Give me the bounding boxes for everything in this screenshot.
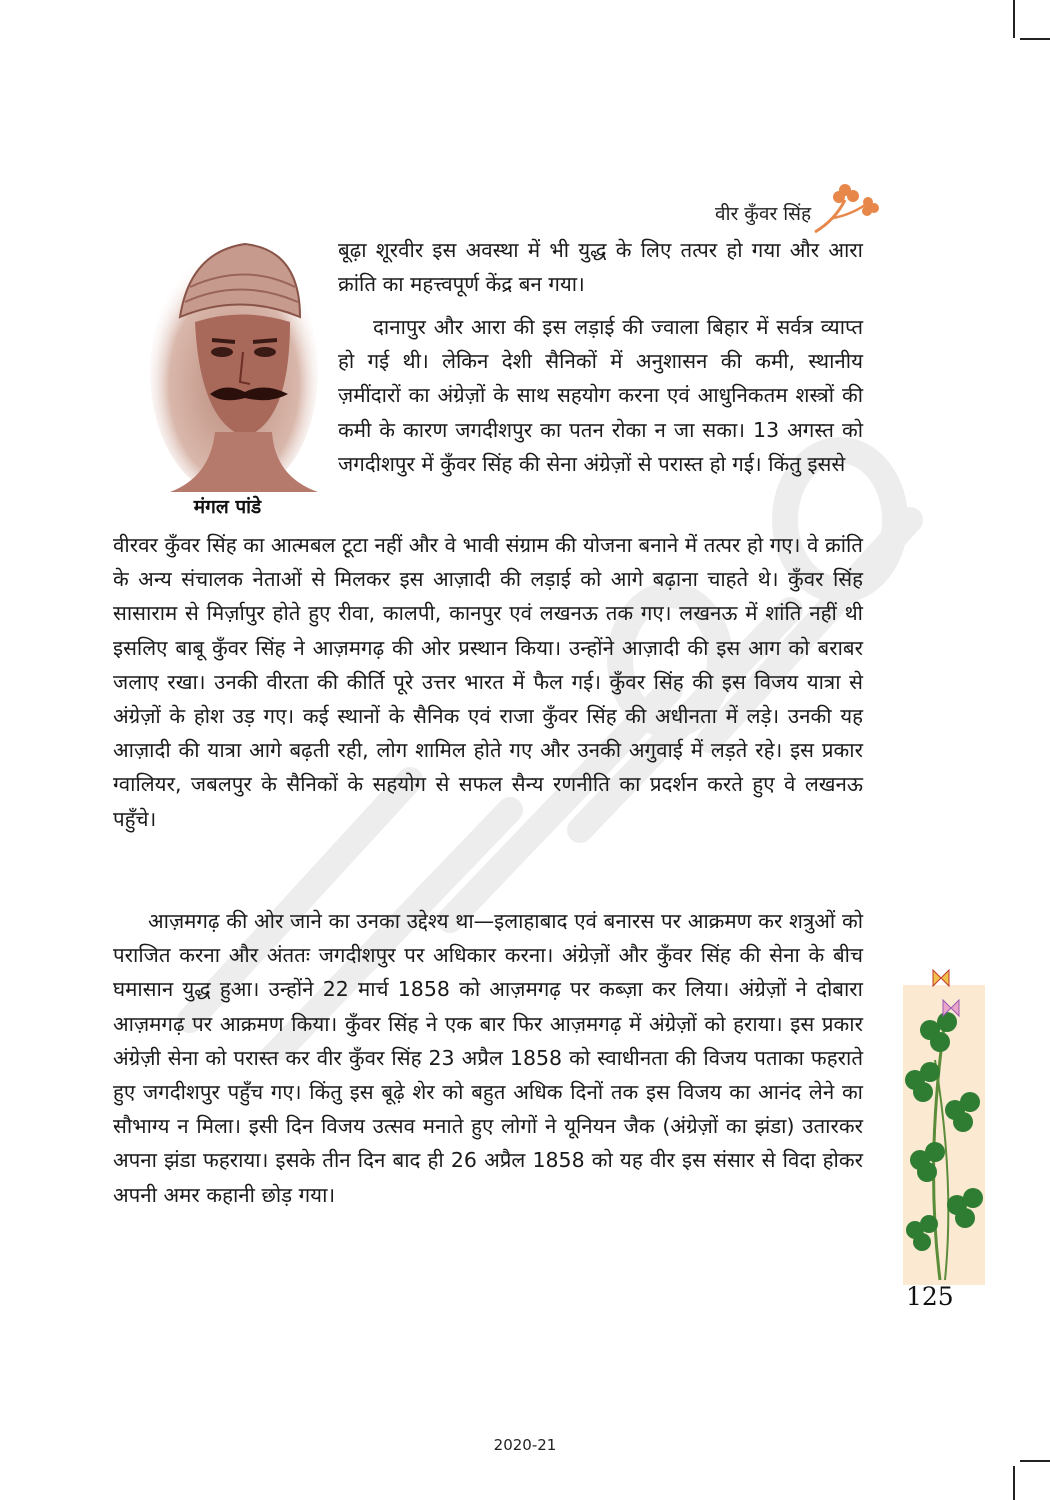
clover-plant-illustration	[895, 960, 985, 1285]
paragraph-3: आज़मगढ़ की ओर जाने का उनका उद्देश्य था—इलाहाबाद एवं बनारस पर आक्रमण कर शत्रुओं को पराजित करना और अंततः जगदीशपुर पर अधिकार करना। अंग्रेज़ों और कुँवर सिंह की सेना के बीच घमासान युद्ध हुआ। उन्होंने 22 मार्च 1858 को आज़मगढ़ पर कब्ज़ा कर लिया। अंग्रेज़ों ने दोबारा आज़मगढ़ पर आक्रमण किया। कुँवर सिंह ने एक बार फिर आज़मगढ़ में अंग्रेज़ों को हराया। इस प्रकार अंग्रेज़ी सेना को परास्त कर वीर कुँवर सिंह 23 अप्रैल 1858 को स्वाधीनता की विजय पताका फहराते हुए जगदीशपुर पहुँच गए। किंतु इस बूढ़े शेर को बहुत अधिक दिनों तक इस विजय का आनंद लेने का सौभाग्य न मिला। इसी दिन विजय उत्सव मनाते हुए लोगों ने यूनियन जैक (अंग्रेज़ों का झंडा) उतारकर अपना झंडा फहराया। इसके तीन दिन बाद ही 26 अप्रैल 1858 को यह वीर इस संसार से विदा होकर अपनी अमर कहानी छोड़ गया।	[113, 909, 863, 1207]
paragraph-1: बूढ़ा शूरवीर इस अवस्था में भी युद्ध के लिए तत्पर हो गया और आरा क्रांति का महत्त्वपूर्ण केंद्र बन गया।	[338, 238, 863, 297]
page-number: 125	[906, 1282, 954, 1311]
paragraph-2-side: दानापुर और आरा की इस लड़ाई की ज्वाला बिहार में सर्वत्र व्याप्त हो गई थी। लेकिन देशी सैनिकों में अनुशासन की कमी, स्थानीय ज़मींदारों का अंग्रेज़ों के साथ सहयोग करना एवं आधुनिकतम शस्त्रों की कमी के कारण जगदीशपुर का पतन रोका न जा सका। 13 अगस्त को जगदीशपुर में कुँवर सिंह की सेना अंग्रेज़ों से परास्त हो गई। किंतु इससे	[338, 315, 863, 476]
portrait-mangal-pandey	[150, 222, 318, 492]
butterfly-icon	[933, 970, 949, 986]
crop-mark-bottom-horizontal	[1020, 1460, 1050, 1462]
crop-mark-top-vertical	[1013, 0, 1015, 38]
portrait-caption: मंगल पांडे	[193, 496, 262, 518]
paragraph-2-continued: वीरवर कुँवर सिंह का आत्मबल टूटा नहीं और वे भावी संग्राम की योजना बनाने में तत्पर हो गए। वे क्रांति के अन्य संचालक नेताओं से मिलकर इस आज़ादी की लड़ाई को आगे बढ़ाना चाहते थे। कुँवर सिंह सासाराम से मिर्ज़ापुर होते हुए रीवा, कालपी, कानपुर एवं लखनऊ तक गए। लखनऊ में शांति नहीं थी इसलिए बाबू कुँवर सिंह ने आज़मगढ़ की ओर प्रस्थान किया। उन्होंने आज़ादी की इस आग को बराबर जलाए रखा। उनकी वीरता की कीर्ति पूरे उत्तर भारत में फैल गई। कुँवर सिंह की इस विजय यात्रा से अंग्रेज़ों के होश उड़ गए। कई स्थानों के सैनिक एवं राजा कुँवर सिंह की अधीनता में लड़े। उनकी यह आज़ादी की यात्रा आगे बढ़ती रही, लोग शामिल होते गए और उनकी अगुवाई में लड़ते रहे। इस प्रकार ग्वालियर, जबलपुर के सैनिकों के सहयोग से सफल सैन्य रणनीति का प्रदर्शन करते हुए वे लखनऊ पहुँचे।	[113, 533, 863, 831]
running-header	[715, 180, 875, 240]
chapter-title: वीर कुँवर सिंह	[715, 203, 812, 225]
crop-mark-bottom-vertical	[1013, 1466, 1015, 1500]
crop-mark-top-horizontal	[1020, 38, 1050, 40]
footer-year: 2020-21	[493, 1436, 557, 1454]
flower-icon	[805, 180, 880, 236]
